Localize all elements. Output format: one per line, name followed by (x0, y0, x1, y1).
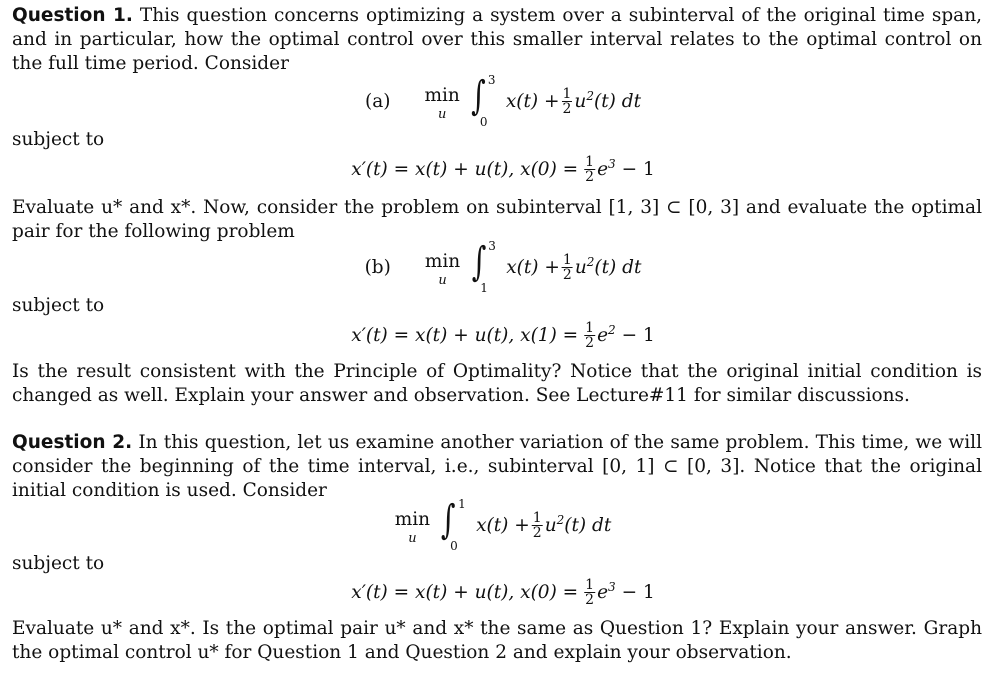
equation-b (0, 238, 1006, 298)
constraint-a (0, 140, 1006, 200)
subject-to-label: subject to (12, 553, 105, 574)
equation-q2 (0, 496, 1006, 556)
constraint-lhs: x′(t) = x(t) + u(t), x(0) = (351, 582, 579, 603)
exponential-term: $e^3$ (597, 156, 616, 180)
integrand-start: x(t) + (506, 257, 560, 278)
constraint-tail: − 1 (615, 582, 655, 603)
fraction: $\frac{1}{2}$ (585, 577, 595, 608)
constraint-lhs: x′(t) = x(t) + u(t), x(1) = (351, 325, 579, 346)
constraint-lhs: x′(t) = x(t) + u(t), x(0) = (351, 159, 579, 180)
integrand-start: x(t) + (505, 91, 560, 112)
q2-heading: Question 2. (12, 432, 133, 453)
subject-to-label: subject to (12, 129, 105, 150)
fraction: $\frac{1}{2}$ (562, 86, 572, 117)
exponential-term: $e^3$ (597, 579, 616, 603)
constraint-tail: − 1 (615, 325, 655, 346)
q1-middle-paragraph: Evaluate u* and x*. Now, consider the problem on subinterval [1, 3] ⊂ [0, 3] and evaluate the optimal pair for the following problem (12, 197, 982, 242)
q2-intro-paragraph (12, 431, 982, 503)
integral-sign: ∫ 3 0 (470, 73, 496, 129)
integral-sign: ∫ 1 0 (441, 497, 466, 553)
integrand-end: $u^2(t)$ dt (544, 512, 612, 536)
fraction: $\frac{1}{2}$ (585, 320, 595, 351)
integrand-start: x(t) + (476, 515, 530, 536)
constraint-q2 (0, 563, 1006, 623)
q1-heading: Question 1. (12, 5, 133, 26)
constraint-b (0, 306, 1006, 366)
q2-closing-paragraph: Evaluate u* and x*. Is the optimal pair u* and x* the same as Question 1? Explain your answer. Graph the optimal control u* for Question 1 and Question 2 and explain your observation. (12, 618, 982, 663)
q1-closing-paragraph: Is the result consistent with the Principle of Optimality? Notice that the original initial condition is changed as well. Explain your answer and observation. See Lecture#11 for similar discussions. (12, 361, 982, 406)
min-operator: min u (424, 251, 461, 288)
q1-intro-paragraph (12, 4, 982, 76)
q1-intro-text: This question concerns optimizing a system over a subinterval of the original time span, and in particular, how the optimal control over this smaller interval relates to the optimal control on the full time period. Consider (12, 5, 982, 74)
q2-intro-text: In this question, let us examine another variation of the same problem. This time, we will consider the beginning of the time interval, i.e., subinterval [0, 1] ⊂ [0, 3]. Notice that the original initial condition is used. Consider (12, 432, 982, 501)
fraction: $\frac{1}{2}$ (532, 510, 542, 541)
equation-tag: (b) (364, 257, 391, 278)
subject-to-label: subject to (12, 295, 105, 316)
integral-sign: ∫ 3 1 (471, 239, 496, 295)
fraction: $\frac{1}{2}$ (562, 252, 572, 283)
min-operator: min u (394, 509, 431, 546)
min-operator: min u (424, 85, 460, 122)
fraction: $\frac{1}{2}$ (585, 154, 595, 185)
equation-a (0, 72, 1006, 132)
constraint-tail: − 1 (615, 159, 655, 180)
equation-tag: (a) (364, 91, 391, 112)
integrand-end: $u^2(t)$ dt (574, 88, 642, 112)
exponential-term: $e^2$ (597, 322, 616, 346)
integrand-end: $u^2(t)$ dt (574, 254, 642, 278)
